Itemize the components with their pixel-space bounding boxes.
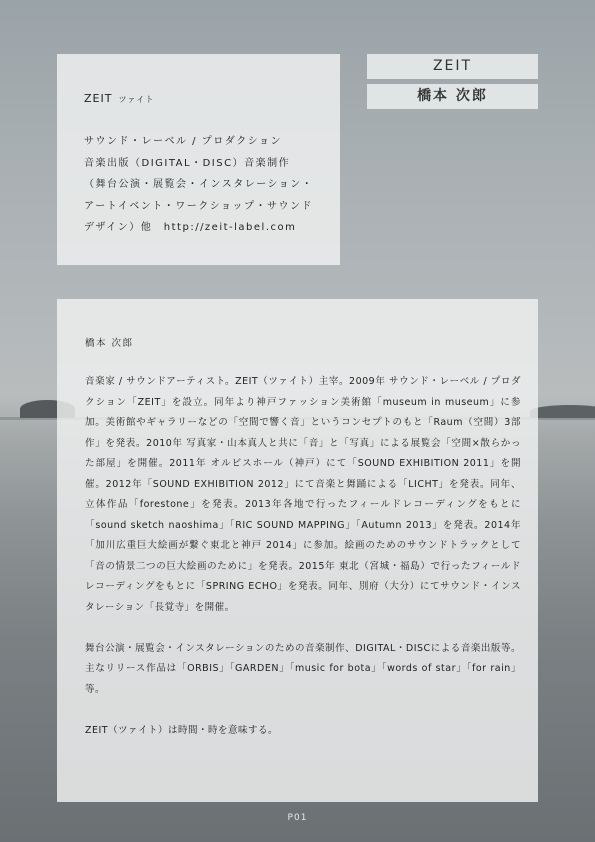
intro-line: アートイベント・ワークショップ・サウンド (84, 200, 313, 212)
page-number: P01 (287, 813, 308, 823)
intro-title-kana: ツァイト (118, 95, 155, 104)
intro-line: （舞台公演・展覧会・インスタレーション・ (84, 179, 314, 190)
biography-paragraph: 音楽家 / サウンドアーティスト。ZEIT（ツァイト）主宰。2009年 サウンド・レーベル / プロダクション「ZEIT」を設立。同年より神戸ファッション美術館「museum in museum」に参加。美術館やギャラリーなどの「空間で響く音」というコンセプトのもと「Raum（空間）3部作」を発表。2010年 写真家・山本真人と共に「音」と「写真」による展覧会「空間×散らかった部屋」を開催。2011年 オルビスホール（神戸）にて「SOUND EXHIBITION 2011」を開催。2012年「SOUND EXHIBITION 2012」にて音楽と舞踊による「LICHT」を発表。同年、立体作品「forestone」を発表。2013年各地で行ったフィールドレコーディングをもとに「sound sketch naoshima」「RIC SOUND MAPPING」「Autumn 2013」を発表。2014年「加川広重巨大絵画が繋ぐ東北と神戸 2014」に参加。絵画のためのサウンドトラックとして「音の情景二つの巨大絵画のために」を発表。2015年 東北（宮城・福島）で行ったフィールドレコーディングをもとに「SPRING ECHO」を発表。同年、別府（大分）にてサウンド・インスタレーション「長覚寺」を開催。 (85, 376, 521, 613)
biography-panel (57, 299, 538, 802)
person-name-label: 橋本 次郎 (367, 84, 538, 109)
intro-description (84, 131, 334, 239)
biography-heading: 橋本 次郎 (85, 338, 134, 349)
intro-line: サウンド・レーベル / プロダクション (84, 136, 283, 147)
biography-paragraph: 舞台公演・展覧会・インスタレーションのための音楽制作、DIGITAL・DISCによる音楽出版等。主なリリース作品は「ORBIS」「GARDEN」「music for bota」「words of star」「for rain」等。 (85, 642, 521, 695)
brand-label: ZEIT (367, 54, 538, 79)
biography-paragraph: ZEIT（ツァイト）は時間・時を意味する。 (85, 724, 279, 736)
intro-title (84, 92, 154, 105)
intro-title-text: ZEIT (84, 92, 113, 105)
background-island-right (530, 405, 595, 418)
intro-line: 音楽出版（DIGITAL・DISC）音楽制作 (84, 157, 291, 169)
intro-line: デザイン）他 http://zeit-label.com (84, 222, 297, 233)
biography-body (85, 372, 521, 762)
intro-panel (57, 54, 340, 265)
